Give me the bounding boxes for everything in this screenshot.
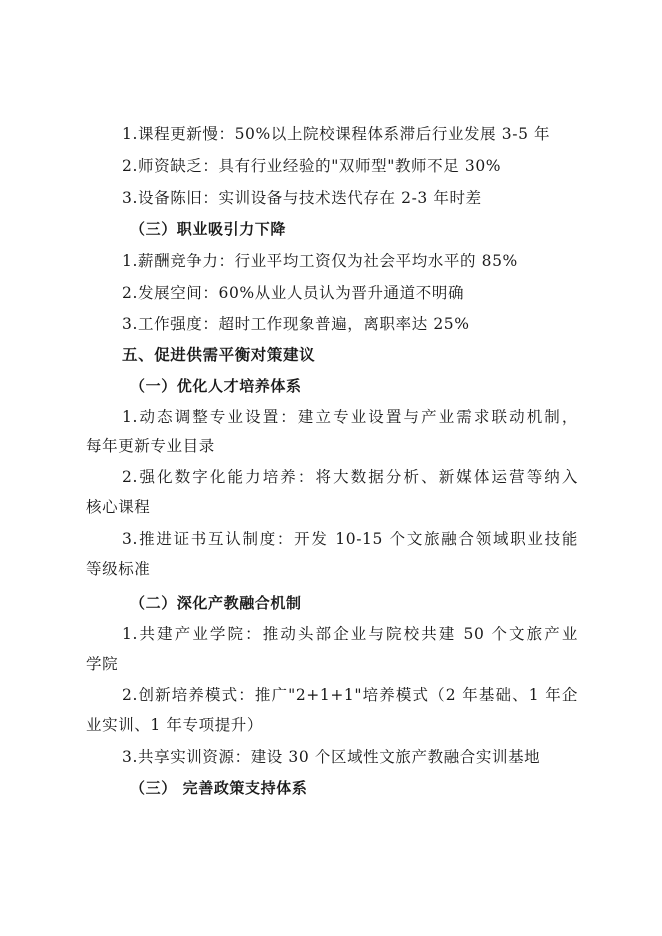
list-item: 3.设备陈旧：实训设备与技术迭代存在 2-3 年时差 (122, 189, 482, 207)
list-item: 2.发展空间：60%从业人员认为晋升通道不明确 (122, 284, 465, 302)
list-item: 3.共享实训资源：建设 30 个区域性文旅产教融合实训基地 (122, 748, 541, 766)
subsection-heading: （二）深化产教融合机制 (130, 594, 302, 612)
list-item-continuation: 业实训、1 年专项提升） (86, 716, 263, 734)
list-item: 2.师资缺乏：具有行业经验的"双师型"教师不足 30% (122, 157, 502, 175)
list-item-continuation: 每年更新专业目录 (86, 437, 215, 455)
list-item: 1.动态调整专业设置：建立专业设置与产业需求联动机制， (122, 408, 578, 426)
list-item: 3.推进证书互认制度：开发 10-15 个文旅融合领域职业技能 (122, 530, 578, 548)
list-item: 2.创新培养模式：推广"2+1+1"培养模式（2 年基础、1 年企 (122, 686, 578, 704)
list-item-continuation: 学院 (86, 655, 119, 673)
subsection-heading: （三）职业吸引力下降 (130, 220, 287, 238)
list-item-continuation: 核心课程 (86, 498, 151, 516)
list-item-continuation: 等级标准 (86, 560, 151, 578)
list-item: 1.课程更新慢：50%以上院校课程体系滞后行业发展 3-5 年 (122, 125, 551, 143)
section-heading: 五、促进供需平衡对策建议 (122, 346, 316, 364)
list-item: 1.共建产业学院：推动头部企业与院校共建 50 个文旅产业 (122, 625, 578, 643)
list-item: 1.薪酬竞争力：行业平均工资仅为社会平均水平的 85% (122, 252, 518, 270)
subsection-heading: （三） 完善政策支持体系 (130, 779, 308, 797)
subsection-heading: （一）优化人才培养体系 (130, 377, 302, 395)
list-item: 3.工作强度：超时工作现象普遍，离职率达 25% (122, 315, 470, 333)
list-item: 2.强化数字化能力培养：将大数据分析、新媒体运营等纳入 (122, 468, 578, 486)
